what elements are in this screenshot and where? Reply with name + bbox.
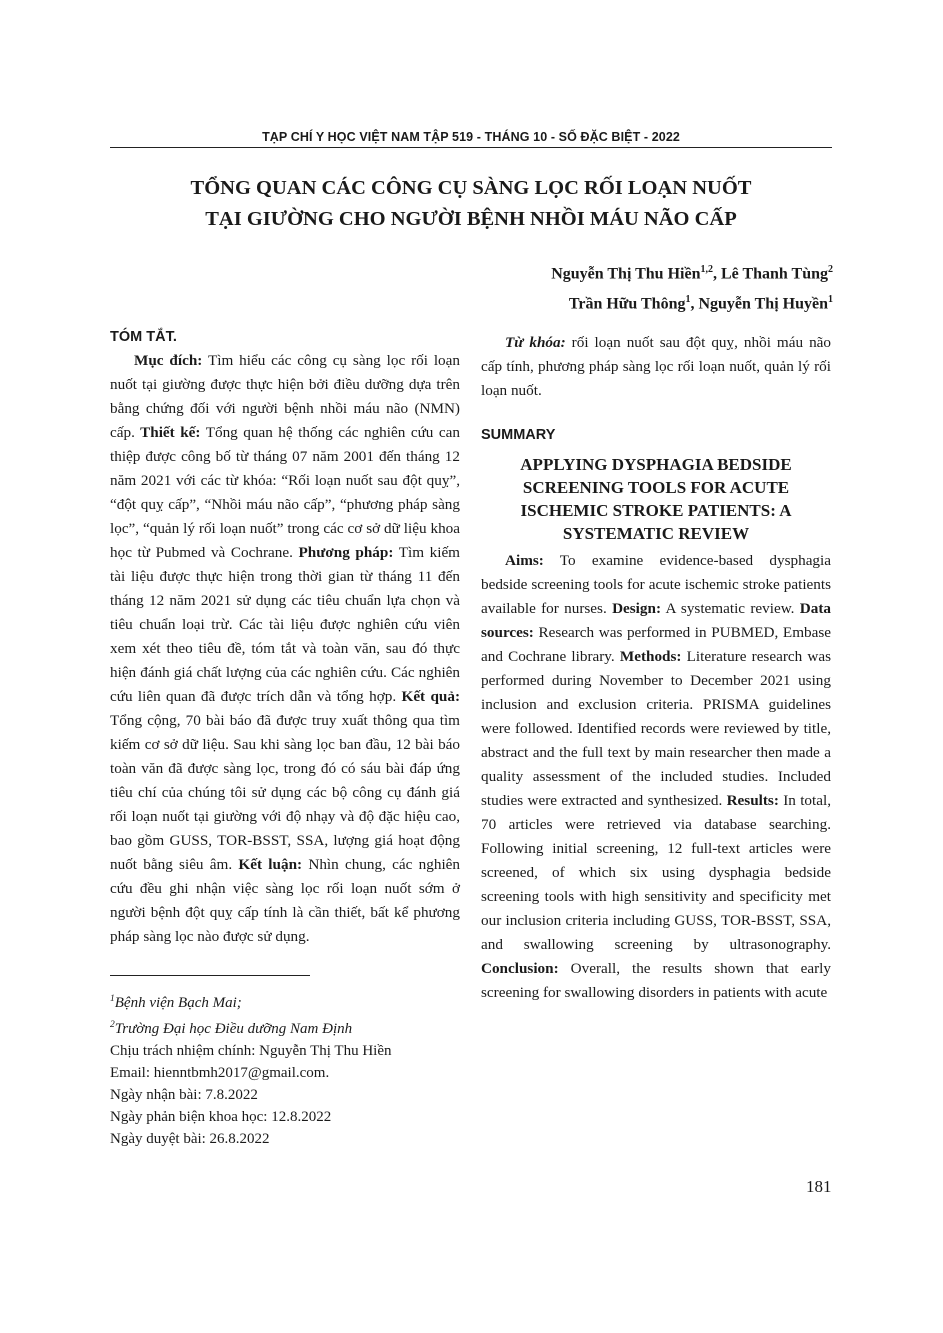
author-3: Trần Hữu Thông [568,295,686,313]
page-number: 181 [806,1177,832,1196]
conclusion-text: Overall, the results shown that early screening for swallowing disorders in patients with acute [481,960,831,1001]
ket-qua-text: Tổng cộng, 70 bài báo đã được truy xuất thông qua tìm kiếm cơ sở dữ liệu. Sau khi sàng lọc ban đầu, 12 bài báo toàn văn đã được sàng lọc, trong đó có sáu bài đáp ứng tiêu chí của chúng tôi sử dụng các bộ công cụ đánh giá rối loạn nuốt tại giường với độ nhạy và độ đặc hiệu cao, bao gồm GUSS, TOR-BSST, SSA, lượng giá hoạt động nuốt bằng siêu âm. [110,712,460,873]
author-1: Nguyễn Thị Thu Hiền [551,265,701,283]
footnote-reviewed: Ngày phản biện khoa học: 12.8.2022 [110,1109,332,1125]
author-4: , Nguyễn Thị Huyền [690,295,828,313]
footnote-responsible: Chịu trách nhiệm chính: Nguyễn Thị Thu Hiền [110,1043,392,1059]
keywords-label: Từ khóa: [505,334,566,351]
journal-header: TẠP CHÍ Y HỌC VIỆT NAM TẬP 519 - THÁNG 10 - SỐ ĐẶC BIỆT - 2022 [262,130,680,144]
keywords-text: rối loạn nuốt sau đột quỵ, nhồi máu não cấp tính, phương pháp sàng lọc rối loạn nuốt, quản lý rối loạn nuốt. [481,334,831,399]
author-list [373,257,833,318]
author-2-affil: 2 [828,264,833,275]
header-rule [110,147,832,148]
left-column [110,325,460,1150]
results-label: Results: [722,792,779,809]
author-2: , Lê Thanh Tùng [712,265,828,283]
author-line-2 [373,287,833,317]
author-1-affil: 1,2 [700,264,713,275]
aims-text: To examine evidence-based dysphagia bedside screening tools for acute ischemic stroke patients available for nurses. [481,552,831,617]
summary-heading: SUMMARY [481,427,556,443]
title-line-2: TẠI GIƯỜNG CHO NGƯỜI BỆNH NHỒI MÁU NÃO CẤP [205,208,737,230]
sources-label: Data sources: [481,600,831,641]
author-4-affil: 1 [828,294,833,306]
footnote-rule [110,975,310,976]
abstract-vi-body [110,349,460,949]
author-3-affil: 1 [685,294,691,306]
methods-label: Methods: [614,648,682,665]
results-text: In total, 70 articles were retrieved via database searching. Following initial screening, 12 full-text articles were screened, of which six using dysphagia bedside screening tools with high sensitivity and specificity met our inclusion criteria including GUSS, TOR-BSST, SSA, and swallowing screening by ultrasonography. [481,792,831,953]
phuong-phap-label: Phương pháp: [292,544,394,561]
phuong-phap-text: Tìm kiếm tài liệu được thực hiện trong thời gian từ tháng 11 đến tháng 12 năm 2021 sử dụng các tiêu chuẩn lựa chọn và tiêu chuẩn loại trừ. Các tài liệu được nghiên cứu viên xem xét theo tiêu đề, tóm tắt và toàn văn, sau đó thực hiện đánh giá chất lượng của các nghiên cứu. Các nghiên cứu liên quan đã được trích dẫn và tổng hợp. [110,544,460,705]
conclusion-label: Conclusion: [481,960,559,977]
aims-label: Aims: [505,552,544,569]
muc-dich-label: Mục đích: [134,352,203,369]
muc-dich-text: Tìm hiểu các công cụ sàng lọc rối loạn nuốt tại giường được thực hiện bởi điều dưỡng dựa trên bằng chứng đối với người bệnh nhồi máu não (NMN) cấp. [110,352,460,441]
keywords [481,331,831,403]
design-text: A systematic review. [661,600,795,617]
footnote-approved: Ngày duyệt bài: 26.8.2022 [110,1131,270,1147]
summary-title: APPLYING DYSPHAGIA BEDSIDE SCREENING TOOLS FOR ACUTE ISCHEMIC STROKE PATIENTS: A SYSTEMATIC REVIEW [520,455,792,543]
footnote-affiliation-2: $^2$Trường Đại học Điều dưỡng Nam Định [110,1020,353,1037]
sources-text: Research was performed in PUBMED, Embase and Cochrane library. [481,624,831,665]
ket-luan-text: Nhìn chung, các nghiên cứu đều ghi nhận việc sàng lọc rối loạn nuốt sớm ở người bệnh đột quỵ cấp tính là cần thiết, bất kể phương pháp sàng lọc nào được sử dụng. [110,856,460,945]
footnote-received: Ngày nhận bài: 7.8.2022 [110,1087,258,1103]
article-title [110,173,832,235]
methods-text: Literature research was performed during November to December 2021 using inclusion and exclusion criteria. PRISMA guidelines were followed. Identified records were reviewed by title, abstract and the full text by main researcher then made a quality assessment of the included studies. Included studies were extracted and synthesized. [481,648,831,809]
title-line-1: TỔNG QUAN CÁC CÔNG CỤ SÀNG LỌC RỐI LOẠN NUỐT [190,177,752,199]
author-line-1 [373,257,833,287]
thiet-ke-text: Tổng quan hệ thống các nghiên cứu can thiệp được công bố từ tháng 07 năm 2001 đến tháng 12 năm 2021 với các từ khóa: “Rối loạn nuốt sau đột quỵ”, “đột quỵ cấp”, “Nhồi máu não cấp”, “phương pháp sàng lọc”, “quản lý rối loạn nuốt” trong các cơ sở dữ liệu khoa học từ Pubmed và Cochrane. [110,424,460,561]
design-label: Design: [606,600,661,617]
summary-body [481,549,831,1005]
thiet-ke-label: Thiết kế: [134,424,201,441]
footnote-email: Email: hienntbmh2017@gmail.com. [110,1065,330,1081]
abstract-heading: TÓM TẮT. [110,329,177,345]
right-column [481,325,831,1005]
ket-qua-label: Kết quả: [401,688,461,705]
ket-luan-label: Kết luận: [232,856,303,873]
footnote-affiliation-1: $^1$Bệnh viện Bạch Mai; [110,994,242,1011]
